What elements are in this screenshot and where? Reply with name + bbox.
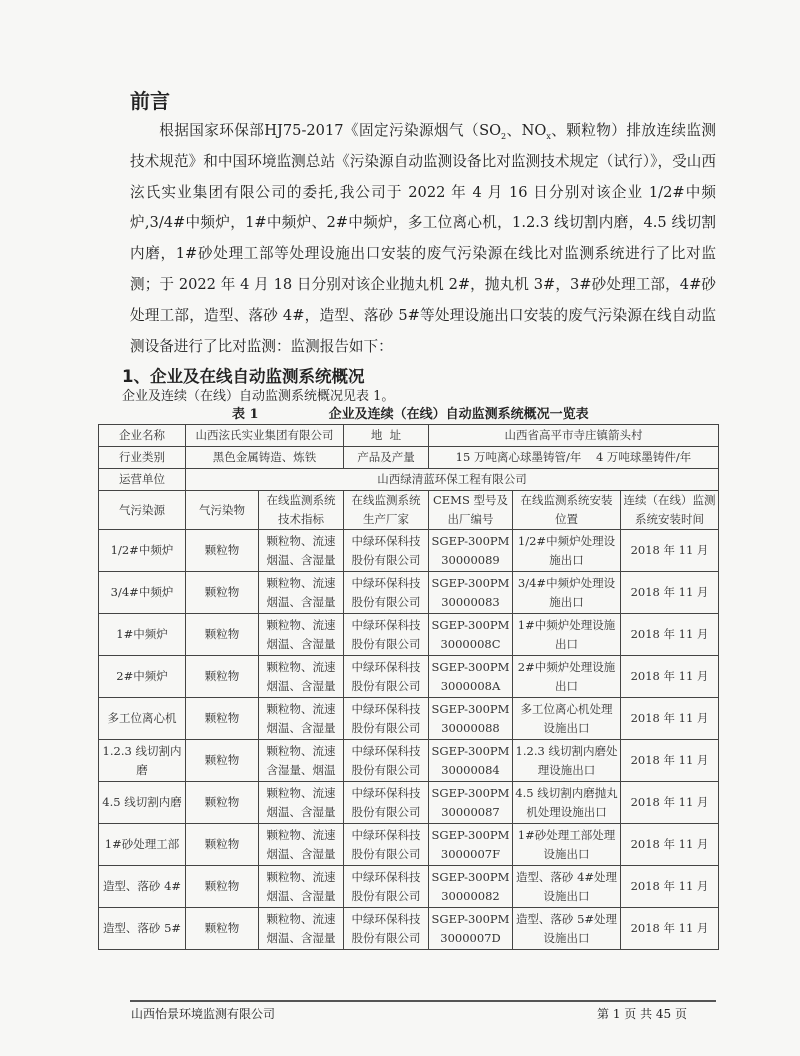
table-row (99, 447, 719, 469)
subscript: x (546, 131, 551, 141)
cell: 1#砂处理工部处理设施出口 (513, 824, 621, 866)
cell: 颗粒物 (186, 698, 259, 740)
cell: 中绿环保科技股份有限公司 (344, 824, 429, 866)
cell: 4.5 线切割内磨 (99, 782, 186, 824)
cell: 15 万吨离心球墨铸管/年 4 万吨球墨铸件/年 (429, 447, 719, 469)
cell: 颗粒物 (186, 530, 259, 572)
cell: 2018 年 11 月 (621, 698, 719, 740)
cell: 中绿环保科技股份有限公司 (344, 698, 429, 740)
cell: 颗粒物、流速烟温、含湿量 (259, 824, 344, 866)
cell: 3/4#中频炉 (99, 572, 186, 614)
cell: 运营单位 (99, 469, 186, 491)
page-content (102, 88, 722, 950)
cell: 3/4#中频炉处理设施出口 (513, 572, 621, 614)
cell: 2018 年 11 月 (621, 782, 719, 824)
cell: 颗粒物、流速烟温、含湿量 (259, 782, 344, 824)
cell: 颗粒物 (186, 824, 259, 866)
column-header: CEMS 型号及出厂编号 (429, 491, 513, 530)
table-row (99, 656, 719, 698)
footer-company: 山西怡景环境监测有限公司 (131, 1007, 276, 1021)
cell: 2018 年 11 月 (621, 572, 719, 614)
cell: 2#中频炉 (99, 656, 186, 698)
cell: 2#中频炉处理设施出口 (513, 656, 621, 698)
page-heading: 前言 (130, 89, 170, 113)
cell: SGEP-300PM 30000087 (429, 782, 513, 824)
cell: 2018 年 11 月 (621, 614, 719, 656)
cell: 中绿环保科技股份有限公司 (344, 656, 429, 698)
cell: 颗粒物 (186, 782, 259, 824)
cell: SGEP-300PM 30000082 (429, 866, 513, 908)
cell: 1#砂处理工部 (99, 824, 186, 866)
preface-paragraph (130, 116, 716, 362)
cell: 1#中频炉 (99, 614, 186, 656)
cell: 颗粒物、流速烟温、含湿量 (259, 572, 344, 614)
cell: 颗粒物、流速烟温、含湿量 (259, 908, 344, 950)
table-row (99, 698, 719, 740)
cell: 地 址 (344, 425, 429, 447)
table-caption (122, 406, 722, 424)
para-text: 、NO (506, 122, 547, 139)
column-header: 连续（在线）监测系统安装时间 (621, 491, 719, 530)
cell: SGEP-300PM 3000008A (429, 656, 513, 698)
section-title: 1、企业及在线自动监测系统概况 (122, 367, 365, 387)
cell: SGEP-300PM 3000007F (429, 824, 513, 866)
table-number: 表 1 (232, 407, 259, 423)
table-row (99, 469, 719, 491)
cell: 黑色金属铸造、炼铁 (186, 447, 344, 469)
cell: 企业名称 (99, 425, 186, 447)
cell: 2018 年 11 月 (621, 824, 719, 866)
section-intro: 企业及连续（在线）自动监测系统概况见表 1。 (122, 389, 395, 405)
cell: 中绿环保科技股份有限公司 (344, 782, 429, 824)
cell: SGEP-300PM 3000007D (429, 908, 513, 950)
cell: 颗粒物 (186, 572, 259, 614)
cell: 颗粒物 (186, 866, 259, 908)
cell: 中绿环保科技股份有限公司 (344, 908, 429, 950)
monitoring-table (98, 424, 719, 950)
table-row (99, 614, 719, 656)
cell: 山西绿清蓝环保工程有限公司 (186, 469, 719, 491)
cell: 颗粒物 (186, 908, 259, 950)
column-header: 在线监测系统生产厂家 (344, 491, 429, 530)
cell: SGEP-300PM 30000084 (429, 740, 513, 782)
cell: 颗粒物、流速含湿量、烟温 (259, 740, 344, 782)
cell: 颗粒物、流速烟温、含湿量 (259, 614, 344, 656)
page-number: 第 1 页 共 45 页 (597, 1007, 687, 1021)
table-row (99, 572, 719, 614)
cell: 颗粒物、流速烟温、含湿量 (259, 698, 344, 740)
cell: 1/2#中频炉 (99, 530, 186, 572)
cell: 2018 年 11 月 (621, 908, 719, 950)
table-row (99, 530, 719, 572)
cell: SGEP-300PM 30000083 (429, 572, 513, 614)
para-text: 、颗粒物）排放连续监测技术规范》和中国环境监测总站《污染源自动监测设备比对监测技术规定（试行）》，受山西泫氏实业集团有限公司的委托,我公司于 2022 年 4 月 16 日分别对该企业 1/2#中频炉,3/4#中频炉，1#中频炉、2#中频炉，多工位离心机，1.2.3 线切割内磨，4.5 线切割内磨，1#砂处理工部等处理设施出口安装的废气污染源在线比对监测系统进行了比对监测；于 2022 年 4 月 18 日分别对该企业抛丸机 2#，抛丸机 3#，3#砂处理工部，4#砂处理工部，造型、落砂 4#，造型、落砂 5#等处理设施出口安装的废气污染源在线自动监测设备进行了比对监测：监测报告如下： (130, 122, 716, 355)
cell: 颗粒物 (186, 740, 259, 782)
column-header: 气污染源 (99, 491, 186, 530)
cell: 中绿环保科技股份有限公司 (344, 530, 429, 572)
cell: 中绿环保科技股份有限公司 (344, 572, 429, 614)
cell: 2018 年 11 月 (621, 530, 719, 572)
para-text: 根据国家环保部HJ75-2017《固定污染源烟气（SO (159, 122, 502, 139)
cell: SGEP-300PM 3000008C (429, 614, 513, 656)
cell: 多工位离心机处理设施出口 (513, 698, 621, 740)
cell: 造型、落砂 5#处理设施出口 (513, 908, 621, 950)
cell: SGEP-300PM 30000089 (429, 530, 513, 572)
table-row (99, 782, 719, 824)
cell: 4.5 线切割内磨抛丸机处理设施出口 (513, 782, 621, 824)
cell: 1#中频炉处理设施出口 (513, 614, 621, 656)
table-row (99, 908, 719, 950)
cell: 山西省高平市寺庄镇箭头村 (429, 425, 719, 447)
cell: 颗粒物 (186, 656, 259, 698)
cell: SGEP-300PM 30000088 (429, 698, 513, 740)
column-header: 在线监测系统技术指标 (259, 491, 344, 530)
cell: 2018 年 11 月 (621, 656, 719, 698)
cell: 1/2#中频炉处理设施出口 (513, 530, 621, 572)
subscript: 2 (501, 131, 507, 141)
column-header: 气污染物 (186, 491, 259, 530)
cell: 中绿环保科技股份有限公司 (344, 740, 429, 782)
cell: 2018 年 11 月 (621, 866, 719, 908)
cell: 造型、落砂 4#处理设施出口 (513, 866, 621, 908)
cell: 2018 年 11 月 (621, 740, 719, 782)
table-row (99, 824, 719, 866)
cell: 造型、落砂 5# (99, 908, 186, 950)
cell: 颗粒物、流速烟温、含湿量 (259, 656, 344, 698)
cell: 产品及产量 (344, 447, 429, 469)
cell: 颗粒物、流速烟温、含湿量 (259, 530, 344, 572)
cell: 行业类别 (99, 447, 186, 469)
table-row (99, 866, 719, 908)
cell: 多工位离心机 (99, 698, 186, 740)
table-header-row (99, 491, 719, 530)
cell: 颗粒物、流速烟温、含湿量 (259, 866, 344, 908)
cell: 1.2.3 线切割内磨处理设施出口 (513, 740, 621, 782)
cell: 1.2.3 线切割内磨 (99, 740, 186, 782)
table-row (99, 740, 719, 782)
cell: 造型、落砂 4# (99, 866, 186, 908)
column-header: 在线监测系统安装位置 (513, 491, 621, 530)
table-row (99, 425, 719, 447)
table-title: 企业及连续（在线）自动监测系统概况一览表 (328, 407, 589, 423)
cell: 颗粒物 (186, 614, 259, 656)
cell: 中绿环保科技股份有限公司 (344, 614, 429, 656)
footer-divider (130, 1000, 716, 1002)
cell: 山西泫氏实业集团有限公司 (186, 425, 344, 447)
cell: 中绿环保科技股份有限公司 (344, 866, 429, 908)
